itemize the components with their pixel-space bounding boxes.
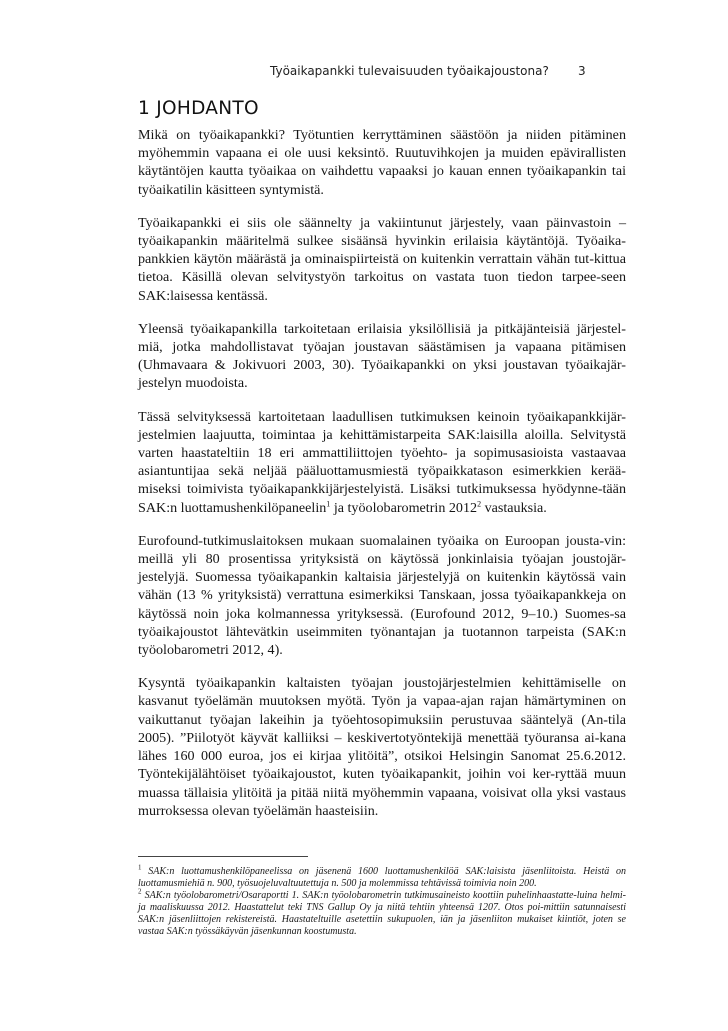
running-header-title: Työaikapankki tulevaisuuden työaikajoustona? xyxy=(270,64,549,78)
footnote-2-text: SAK:n työolobarometri/Osaraportti 1. SAK:n työolobarometrin tutkimusaineisto koottiin puhelinhaastatte-luina helmi- ja maaliskuussa 2012. Haastattelut teki TNS Gallup Oy ja niitä tehtiin yhteensä 1207. Otos poi-mittiin satunnaisesti SAK:n jäsenliittojen rekistereistä. Haastateltuille asetettiin sukupuolen, iän ja jäsenliiton mukaiset kiintiöt, joten se vastaa SAK:n työssäkäyvän jäsenkunnan koostumusta. xyxy=(138,890,626,938)
body-text xyxy=(138,126,626,835)
paragraph-4-text: Tässä selvityksessä kartoitetaan laadullisen tutkimuksen keinoin työaikapankkijär-jestelmien laajuutta, toimintaa ja kehittämistarpeita SAK:laisilla aloilla. Selvitystä varten haastateltiin 18 eri ammattiliittojen työehto- ja sopimusasioista vastaavaa asiantuntijaa sekä neljää pääluottamusmiestä työpaikkatason esimerkkien kerää-miseksi toimivista työaikapankkijärjestelyistä. Lisäksi tutkimuksessa hyödynne-tään SAK:n luottamushenkilöpaneelin xyxy=(138,408,626,516)
page-number: 3 xyxy=(578,64,586,78)
paragraph-4-mid: ja työolobarometrin 2012 xyxy=(330,499,478,516)
footnote-mark-1: 1 xyxy=(138,863,142,872)
footnote-mark-2: 2 xyxy=(138,887,142,896)
footnote-1-text: SAK:n luottamushenkilöpaneelissa on jäsenenä 1600 luottamushenkilöä SAK:laisista jäsenliitoista. Heistä on luottamusmiehiä n. 900, työsuojeluvaltuutettuja n. 500 ja molemmissa tehtävissä toimivia noin 200. xyxy=(138,866,626,890)
footnote-divider xyxy=(138,856,308,857)
footnote-ref-1[interactable]: 1 xyxy=(326,498,331,508)
paragraph-3: Yleensä työaikapankilla tarkoitetaan erilaisia yksilöllisiä ja pitkäjänteisiä järjestel-miä, jotka mahdollistavat työajan joustavan säästämisen ja vapaana pitämisen (Uhmavaara & Jokivuori 2003, 30). Työaikapankki on yksi joustavan työaikajär-jestelyn muodoista. xyxy=(138,320,626,392)
paragraph-4 xyxy=(138,408,626,517)
footnote-2 xyxy=(138,887,626,938)
paragraph-6: Kysyntä työaikapankin kaltaisten työajan joustojärjestelmien kehittämiselle on kasvanut työelämän muutoksen myötä. Työn ja vapaa-ajan rajan hämärtyminen on vaikuttanut työajan lakeihin ja työehtosopimuksiin perustuvaa sääntelyä (An-tila 2005). ”Piilotyöt käyvät kalliiksi – keskivertotyöntekijä menettää työuransa ai-kana lähes 160 000 euroa, jos ei kirjaa ylitöitä”, otsikoi Helsingin Sanomat 25.6.2012. Työntekijälähtöiset työaikajoustot, kuten työaikapankit, joihin voi ker-ryttää muun muassa tällaisia ylitöitä ja pitää niitä myöhemmin vapaana, voisivat olla yksi vastaus murroksessa olevan työelämän haasteisiin. xyxy=(138,675,626,819)
footnotes xyxy=(138,863,626,939)
paragraph-5: Eurofound-tutkimuslaitoksen mukaan suomalainen työaika on Euroopan jousta-vin: meillä yli 80 prosentissa yrityksistä on käytössä jonkinlaisia työajan joustojär-jestelyjä. Suomessa työaikapankin kaltaisia järjestelyjä on kuitenkin käytössä vain vähän (13 % yrityksistä) verrattuna esimerkiksi Tanskaan, jossa työaikapankkeja on käytössä noin joka kolmannessa yrityksessä. (Eurofound 2012, 9–10.) Suomes-sa työaikajoustot lähtevätkin useimmiten työnantajan ja tuotannon tarpeista (SAK:n työolobarometri 2012, 4). xyxy=(138,532,626,659)
paragraph-1: Mikä on työaikapankki? Työtuntien kerryttäminen säästöön ja niiden pitäminen myöhemmin vapaana ei ole uusi keksintö. Ruutuvihkojen ja muiden epävirallisten käytäntöjen kautta työaikaa on vaihdettu vapaaksi jo kauan ennen työaikapankin tai työaikatilin käsitteen syntymistä. xyxy=(138,127,626,198)
section-heading: 1 JOHDANTO xyxy=(138,98,259,119)
paragraph-2: Työaikapankki ei siis ole säännelty ja vakiintunut järjestely, vaan päinvastoin – työaikapankin määritelmä sulkee sisäänsä hyvinkin erilaisia käytäntöjä. Työaika-pankkien käytön määrästä ja ominaispiirteistä on kuitenkin verrattain vähän tut-kittua tietoa. Käsillä olevan selvitystyön tarkoitus on vastata tuon tiedon tarpee-seen SAK:laisessa kentässä. xyxy=(138,214,626,304)
footnote-ref-2[interactable]: 2 xyxy=(477,498,482,508)
footnote-1 xyxy=(138,863,626,890)
paragraph-4-tail: vastauksia. xyxy=(481,499,547,516)
